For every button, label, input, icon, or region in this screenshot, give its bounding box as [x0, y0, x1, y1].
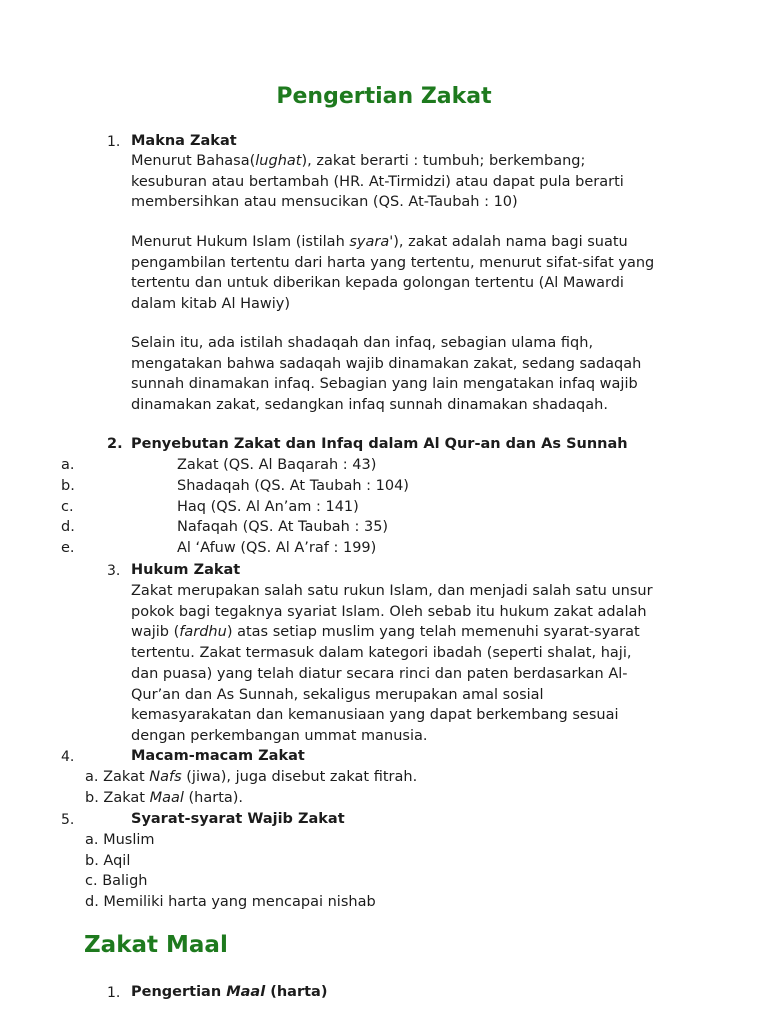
list-item-text: Nafaqah (QS. At Taubah : 35)	[177, 519, 389, 536]
paragraph-line-text: mengatakan bahwa sadaqah wajib dinamakan zakat, sedang sadaqah	[131, 355, 642, 372]
list-item-letter: b.	[61, 477, 75, 494]
paragraph-line	[131, 666, 628, 682]
section-3-number: 3.	[107, 563, 121, 579]
subtitle-zakat-maal: Zakat Maal	[84, 932, 228, 958]
list-item-text: (jiwa), juga disebut zakat fitrah.	[181, 769, 418, 785]
paragraph-line	[131, 645, 631, 661]
list-item-text: Shadaqah (QS. At Taubah : 104)	[177, 477, 409, 494]
paragraph-line	[131, 335, 593, 351]
section-6-heading-text: Pengertian	[131, 984, 227, 1000]
paragraph-line	[131, 687, 544, 703]
paragraph-line-text: dalam kitab Al Hawiy)	[131, 296, 291, 313]
paragraph-line-text: Menurut Bahasa(	[131, 153, 256, 169]
paragraph-line-text: ) atas setiap muslim yang telah memenuhi syarat-syarat	[226, 624, 640, 641]
section-3-heading: Hukum Zakat	[131, 562, 241, 578]
paragraph-line-text: sunnah dinamakan infaq. Sebagian yang lain mengatakan infaq wajib	[131, 376, 638, 393]
paragraph-line-text: pengambilan tertentu dari harta yang tertentu, menurut sifat-sifat yang	[131, 254, 655, 271]
paragraph-line-text: dinamakan zakat, sedangkan infaq sunnah dinamakan shadaqah.	[131, 397, 608, 414]
list-item-letter: c.	[61, 498, 74, 515]
section-2-number: 2.	[107, 436, 123, 452]
paragraph-line-text: pokok bagi tegaknya syariat Islam. Oleh sebab itu hukum zakat adalah	[131, 603, 647, 620]
paragraph-line	[131, 624, 640, 640]
list-item-text: b. Zakat	[85, 789, 150, 806]
list-item	[85, 790, 243, 806]
paragraph-line	[131, 728, 427, 744]
list-item-text: c. Baligh	[85, 873, 148, 890]
list-item	[85, 873, 147, 889]
paragraph-line	[131, 376, 638, 392]
list-item-letter: d.	[61, 519, 75, 536]
page-title: Pengertian Zakat	[276, 84, 492, 109]
paragraph-line	[131, 356, 641, 372]
paragraph-line	[131, 275, 624, 291]
paragraph-line-italic: lughat	[255, 153, 302, 169]
paragraph-line-text: tertentu dan untuk diberikan kepada golongan tertentu (Al Mawardi	[131, 275, 624, 292]
paragraph-line-text: dan puasa) yang telah diatur secara rinci dan paten berdasarkan Al-	[131, 665, 628, 682]
section-4-number: 4.	[61, 749, 75, 765]
list-item-text: Al ‘Afuw (QS. Al A’raf : 199)	[177, 540, 377, 557]
paragraph-line-text: Menurut Hukum Islam (istilah	[131, 234, 350, 250]
list-item	[85, 832, 155, 848]
list-item-letter: e.	[61, 540, 75, 557]
paragraph-line-italic: fardhu	[179, 624, 227, 641]
list-item	[85, 769, 417, 785]
paragraph-line-text: ), zakat adalah nama bagi suatu	[393, 234, 628, 250]
paragraph-line-italic: syara'	[349, 234, 394, 250]
list-item-text: d. Memiliki harta yang mencapai nishab	[85, 894, 376, 911]
section-6-heading-rest: (harta)	[265, 984, 328, 1000]
list-item-text: a. Muslim	[85, 832, 155, 848]
list-item-italic: Nafs	[149, 769, 182, 785]
section-1-number: 1.	[107, 134, 121, 150]
list-item-letter: a.	[61, 457, 75, 473]
paragraph-line	[131, 296, 290, 312]
paragraph-line-text: tertentu. Zakat termasuk dalam kategori ibadah (seperti shalat, haji,	[131, 645, 632, 662]
section-2-heading: Penyebutan Zakat dan Infaq dalam Al Qur-an dan As Sunnah	[131, 436, 628, 452]
paragraph-line-text: membersihkan atau mensucikan (QS. At-Taubah : 10)	[131, 194, 518, 211]
paragraph-line	[131, 153, 585, 169]
section-4-heading: Macam-macam Zakat	[131, 748, 305, 764]
section-5-number: 5.	[61, 812, 75, 828]
paragraph-line-text: Zakat merupakan salah satu rukun Islam, dan menjadi salah satu unsur	[131, 583, 653, 599]
section-5-heading: Syarat-syarat Wajib Zakat	[131, 811, 345, 827]
list-item-text: a. Zakat	[85, 769, 150, 785]
paragraph-line-text: dengan perkembangan ummat manusia.	[131, 727, 428, 744]
list-item-italic: Maal	[149, 789, 184, 806]
list-item	[85, 853, 130, 869]
section-6-heading-italic: Maal	[226, 984, 266, 1000]
paragraph-line	[131, 234, 628, 250]
section-6-heading	[131, 984, 327, 1000]
section-1-heading: Makna Zakat	[131, 133, 237, 149]
paragraph-line	[131, 583, 653, 599]
paragraph-line-text: Selain itu, ada istilah shadaqah dan infaq, sebagian ulama fiqh,	[131, 335, 594, 351]
list-item	[85, 894, 376, 910]
list-item-text: Haq (QS. Al An’am : 141)	[177, 498, 359, 515]
section-6-number: 1.	[107, 985, 121, 1001]
paragraph-line	[131, 604, 647, 620]
paragraph-line-text: wajib (	[131, 624, 180, 641]
list-item-text: b. Aqil	[85, 852, 131, 869]
paragraph-line-text: Qur’an dan As Sunnah, sekaligus merupakan amal sosial	[131, 686, 544, 703]
paragraph-line	[131, 397, 608, 413]
paragraph-line-text: kemasyarakatan dan kemanusiaan yang dapat berkembang sesuai	[131, 707, 619, 724]
list-item-text: Zakat (QS. Al Baqarah : 43)	[177, 457, 377, 473]
paragraph-line	[131, 707, 619, 723]
paragraph-line	[131, 174, 624, 190]
paragraph-line	[131, 194, 518, 210]
paragraph-line-text: ), zakat berarti : tumbuh; berkembang;	[301, 153, 586, 169]
paragraph-line-text: kesuburan atau bertambah (HR. At-Tirmidzi) atau dapat pula berarti	[131, 173, 624, 190]
list-item-text: (harta).	[183, 789, 244, 806]
paragraph-line	[131, 255, 654, 271]
